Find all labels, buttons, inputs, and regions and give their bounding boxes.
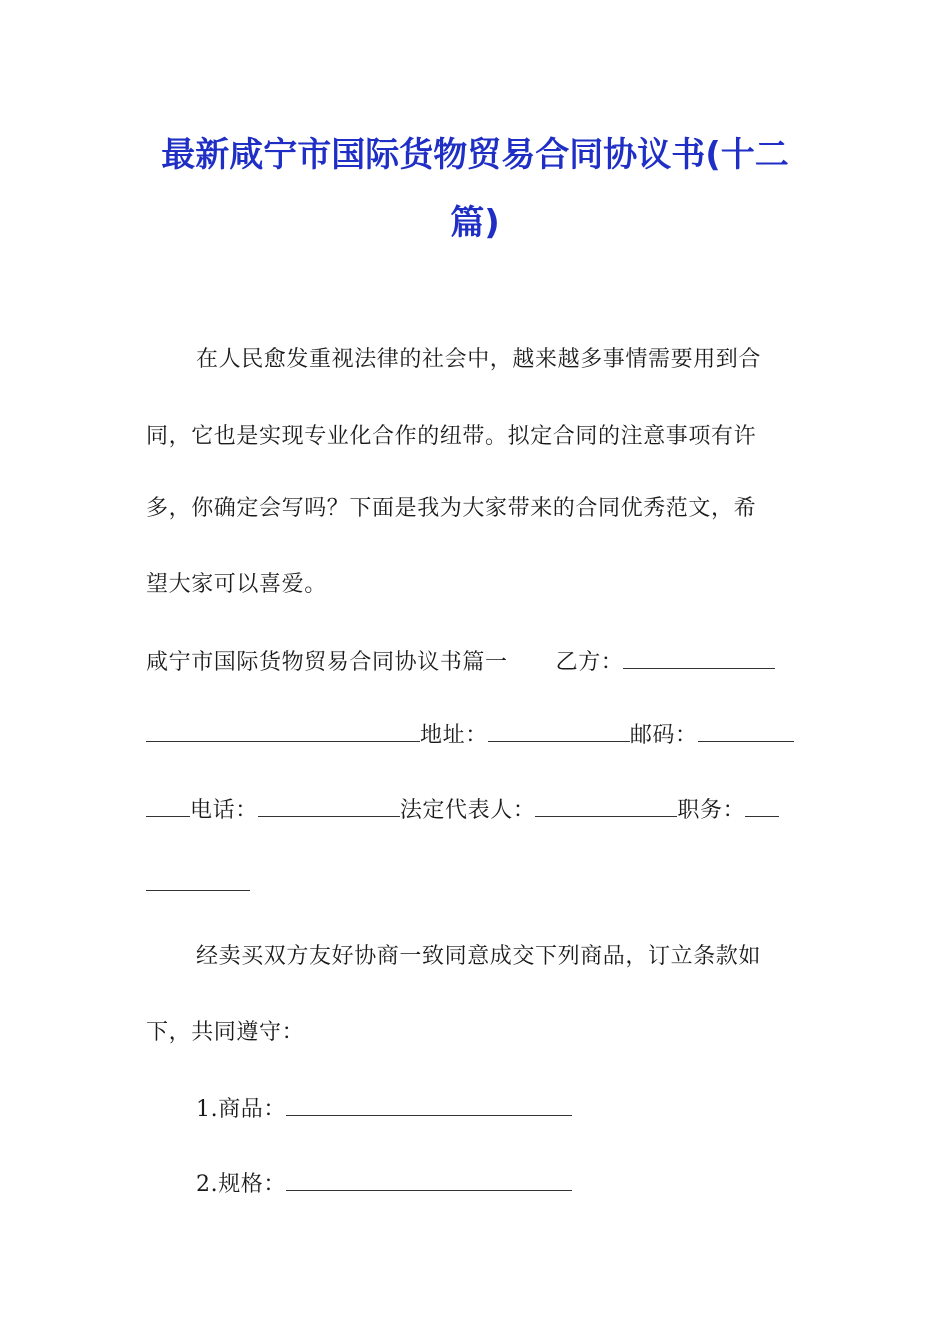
postcode-label: 邮码： bbox=[629, 723, 698, 748]
party-b-label: 乙方： bbox=[555, 650, 624, 675]
party-b-blank[interactable] bbox=[623, 650, 775, 669]
address-label: 地址： bbox=[420, 723, 488, 748]
intro-line-4: 望大家可以喜爱。 bbox=[146, 572, 327, 597]
address-row bbox=[146, 723, 808, 747]
phone-label: 电话： bbox=[190, 798, 258, 823]
agreement-line-2: 下，共同遵守： bbox=[146, 1020, 305, 1045]
phone-row bbox=[146, 798, 808, 822]
item-1-row bbox=[196, 1097, 808, 1121]
agreement-line-1: 经卖买双方友好协商一致同意成交下列商品，订立条款如 bbox=[196, 944, 762, 969]
intro-line-3: 多，你确定会写吗？下面是我为大家带来的合同优秀范文，希 bbox=[146, 496, 757, 521]
party-b-blank-continued[interactable] bbox=[146, 723, 420, 742]
item-2-row bbox=[196, 1172, 808, 1196]
position-label: 职务： bbox=[677, 798, 746, 823]
legal-rep-label: 法定代表人： bbox=[399, 798, 536, 823]
intro-line-2: 同，它也是实现专业化合作的纽带。拟定合同的注意事项有许 bbox=[146, 424, 757, 449]
postcode-blank[interactable] bbox=[698, 723, 794, 742]
item-2-label: 2.规格： bbox=[196, 1172, 286, 1197]
intro-line-1: 在人民愈发重视法律的社会中，越来越多事情需要用到合 bbox=[196, 347, 762, 372]
phone-blank[interactable] bbox=[258, 798, 400, 817]
postcode-blank-continued[interactable] bbox=[146, 798, 190, 817]
position-blank[interactable] bbox=[745, 798, 779, 817]
contract-heading: 咸宁市国际货物贸易合同协议书篇一 bbox=[146, 650, 508, 675]
item-1-label: 1.商品： bbox=[196, 1097, 286, 1122]
document-title-line-1: 最新咸宁市国际货物贸易合同协议书(十二 bbox=[161, 135, 789, 175]
item-1-blank[interactable] bbox=[286, 1097, 572, 1116]
item-2-blank[interactable] bbox=[286, 1172, 572, 1191]
document-title-line-2: 篇) bbox=[450, 203, 500, 243]
legal-rep-blank[interactable] bbox=[535, 798, 677, 817]
position-blank-continued[interactable] bbox=[146, 872, 250, 891]
position-row bbox=[146, 872, 808, 896]
party-b-row bbox=[146, 650, 808, 674]
address-blank[interactable] bbox=[488, 723, 630, 742]
